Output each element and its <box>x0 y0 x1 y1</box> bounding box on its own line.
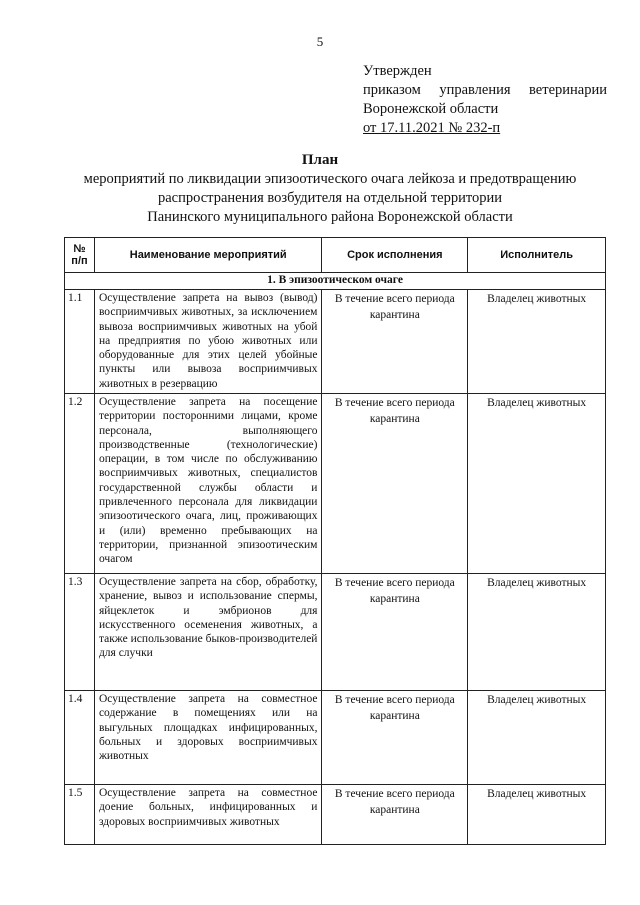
row-number: 1.4 <box>65 691 95 785</box>
plan-subtitle <box>40 170 620 227</box>
approval-line-1: Утвержден <box>363 63 432 79</box>
plan-subtitle-line-1: мероприятий по ликвидации эпизоотического очага лейкоза и предотвращению <box>83 171 577 187</box>
row-measure: Осуществление запрета на совместное содержание в помещениях или на выгульных площадках инфицированных, больных и здоровых восприимчивых животных <box>94 691 322 785</box>
section-row <box>65 273 606 290</box>
row-number: 1.2 <box>65 394 95 574</box>
row-executor: Владелец животных <box>468 574 606 691</box>
header-number: № п/п <box>65 238 95 273</box>
row-executor: Владелец животных <box>468 785 606 845</box>
plan-title: План <box>301 152 339 168</box>
table-header-row <box>65 238 606 273</box>
row-term: В течение всего периода карантина <box>322 394 468 574</box>
row-number: 1.5 <box>65 785 95 845</box>
page-number: 5 <box>316 34 324 49</box>
row-measure: Осуществление запрета на посещение территории посторонними лицами, кроме персонала, выполняющего производственные (технологические) операции, в том числе по обслуживанию восприимчивых животных, специалистов государственной службы области и привлеченного персонала для ликвидации эпизоотического очага, лиц, проживающих и (или) временно пребывающих на территории, признанной эпизоотическим очагом <box>94 394 322 574</box>
row-term: В течение всего периода карантина <box>322 290 468 394</box>
row-term: В течение всего периода карантина <box>322 691 468 785</box>
header-measure-name: Наименование мероприятий <box>94 238 322 273</box>
row-number: 1.3 <box>65 574 95 691</box>
row-executor: Владелец животных <box>468 691 606 785</box>
table-row <box>65 574 606 691</box>
row-term: В течение всего периода карантина <box>322 574 468 691</box>
header-term: Срок исполнения <box>322 238 468 273</box>
measures-table <box>64 237 606 845</box>
table-row <box>65 691 606 785</box>
header-executor: Исполнитель <box>468 238 606 273</box>
table-row <box>65 785 606 845</box>
approval-line-3: Воронежской области <box>363 101 499 117</box>
section-title: 1. В эпизоотическом очаге <box>65 273 606 290</box>
row-executor: Владелец животных <box>468 394 606 574</box>
table-row <box>65 290 606 394</box>
table-row <box>65 394 606 574</box>
row-measure: Осуществление запрета на совместное доение больных, инфицированных и здоровых восприимчивых животных <box>94 785 322 845</box>
row-executor: Владелец животных <box>468 290 606 394</box>
row-term: В течение всего периода карантина <box>322 785 468 845</box>
plan-subtitle-line-2: распространения возбудителя на отдельной территории <box>158 190 502 206</box>
row-measure: Осуществление запрета на вывоз (вывод) восприимчивых животных, за исключением вывоза восприимчивых животных на убой на предприятия по убою животных или оборудованные для этих целей убойные пункты или вывоза восприимчивых животных в резервацию <box>94 290 322 394</box>
row-measure: Осуществление запрета на сбор, обработку, хранение, вывоз и использование спермы, яйцеклеток и эмбрионов для искусственного осеменения животных, а также использование быков-производителей для случки <box>94 574 322 691</box>
approval-block <box>363 62 607 138</box>
row-number: 1.1 <box>65 290 95 394</box>
approval-line-2: приказом управления ветеринарии <box>363 82 607 98</box>
approval-order-number: от 17.11.2021 № 232-п <box>363 120 501 136</box>
plan-subtitle-line-3: Панинского муниципального района Воронежской области <box>147 209 513 225</box>
